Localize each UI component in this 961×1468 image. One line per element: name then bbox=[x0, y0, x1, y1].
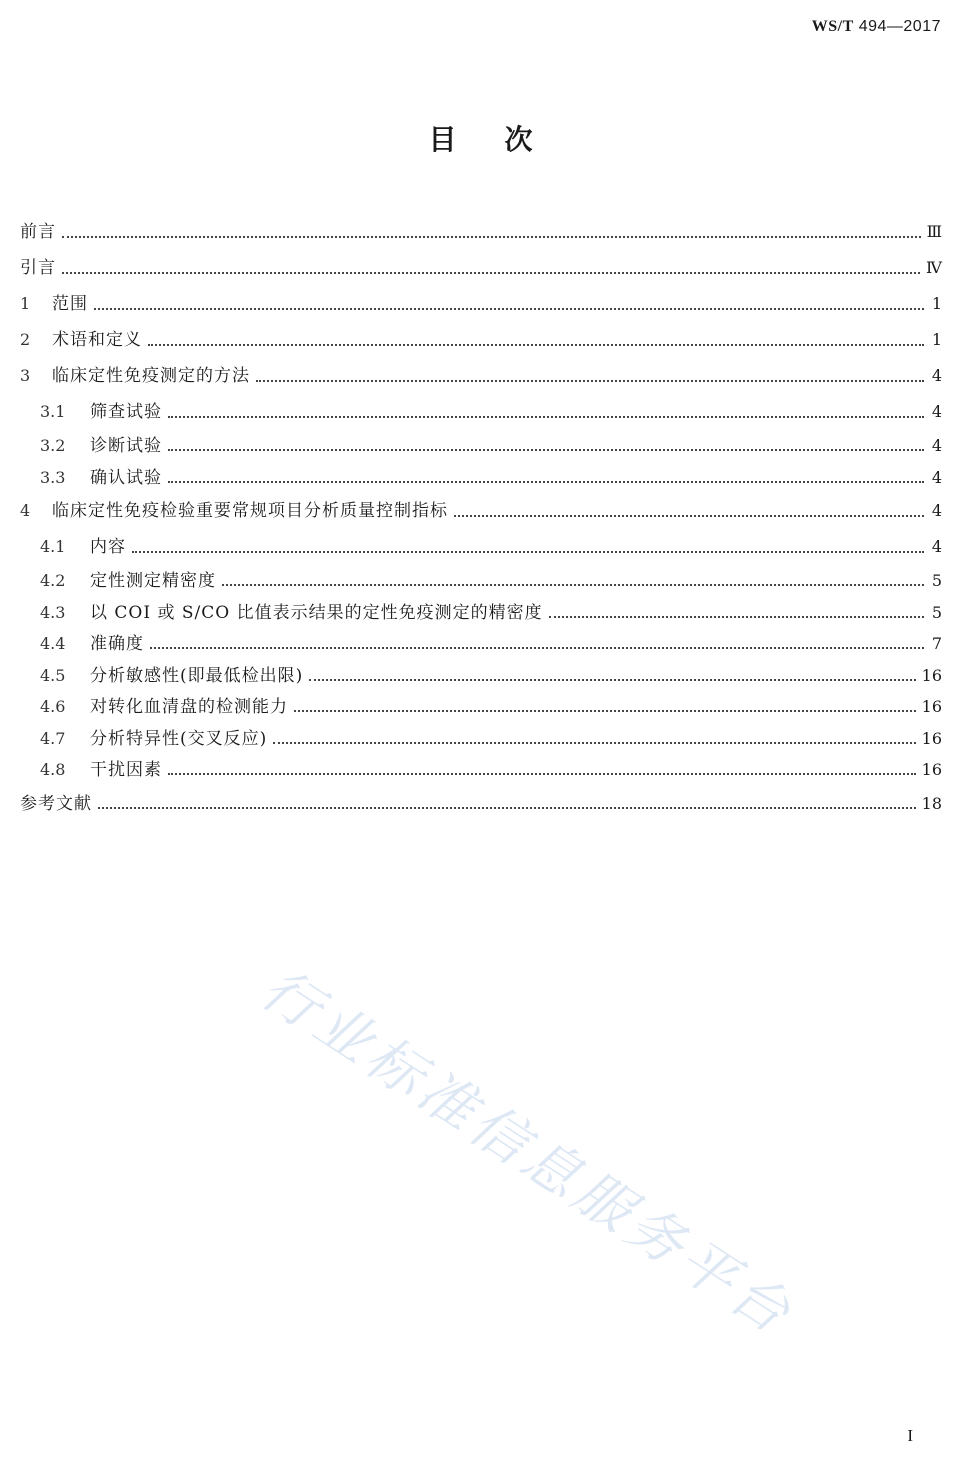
toc-entry-label: 范围 bbox=[52, 294, 88, 314]
toc-entry[interactable] bbox=[20, 394, 942, 430]
toc-entry-label: 准确度 bbox=[90, 634, 144, 654]
toc-entry-page: 4 bbox=[931, 501, 942, 520]
toc-entry-number: 4.2 bbox=[40, 571, 66, 590]
toc-leader-dots bbox=[62, 271, 920, 274]
toc-leader-dots bbox=[273, 741, 915, 744]
toc-entry-label: 对转化血清盘的检测能力 bbox=[90, 697, 288, 717]
toc-leader-dots bbox=[94, 307, 924, 310]
toc-leader-dots bbox=[168, 448, 924, 451]
toc-entry[interactable] bbox=[20, 754, 942, 786]
toc-entry[interactable] bbox=[20, 358, 942, 394]
toc-entry-label: 筛查试验 bbox=[90, 402, 162, 422]
toc-entry[interactable] bbox=[20, 786, 942, 822]
toc-entry-page: 1 bbox=[931, 330, 942, 349]
toc-entry-number: 3.2 bbox=[40, 436, 66, 455]
toc-leader-dots bbox=[454, 514, 924, 517]
doc-code-prefix: WS/T bbox=[811, 18, 854, 35]
toc-entry-number: 4.3 bbox=[40, 602, 66, 622]
toc-entry-number: 4.1 bbox=[40, 537, 66, 556]
toc-entry-label: 术语和定义 bbox=[52, 330, 142, 350]
toc-entry-label: 引言 bbox=[20, 258, 56, 278]
toc-entry-page: 5 bbox=[931, 602, 942, 622]
toc-entry-number: 3.1 bbox=[40, 402, 66, 421]
toc-leader-dots bbox=[222, 583, 924, 586]
toc-entry-number: 4.6 bbox=[40, 697, 66, 716]
toc-entry-number: 4.4 bbox=[40, 634, 66, 653]
toc-entry-page: 16 bbox=[921, 728, 942, 748]
toc-entry[interactable] bbox=[20, 529, 942, 565]
toc-entry-number: 4 bbox=[20, 501, 31, 520]
toc-entry[interactable] bbox=[20, 250, 942, 286]
toc-leader-dots bbox=[256, 379, 924, 382]
toc-entry-page: 5 bbox=[931, 571, 942, 590]
toc-entry-page: 4 bbox=[931, 366, 942, 385]
watermark: 行业标准信息服务平台 bbox=[249, 956, 806, 1349]
toc-entry-label: 临床定性免疫测定的方法 bbox=[52, 366, 250, 386]
toc-entry-page: 4 bbox=[931, 436, 942, 455]
toc-entry-label: 以 COI 或 S/CO 比值表示结果的定性免疫测定的精密度 bbox=[90, 602, 543, 623]
toc-entry-number: 3 bbox=[20, 366, 31, 385]
toc-entry-number: 4.8 bbox=[40, 760, 66, 779]
toc-leader-dots bbox=[309, 678, 915, 681]
toc-entry-label: 分析敏感性(即最低检出限) bbox=[90, 665, 304, 686]
toc-entry-label: 内容 bbox=[90, 537, 126, 557]
toc-entry-page: 16 bbox=[921, 760, 942, 779]
doc-code-number: 494—2017 bbox=[858, 18, 941, 35]
toc-entry[interactable] bbox=[20, 286, 942, 322]
toc-entry[interactable] bbox=[20, 628, 942, 660]
toc-entry[interactable] bbox=[20, 660, 942, 692]
toc-entry-page: 1 bbox=[931, 294, 942, 313]
document-code bbox=[812, 18, 941, 36]
toc-entry[interactable] bbox=[20, 597, 942, 629]
toc-leader-dots bbox=[98, 806, 916, 809]
table-of-contents bbox=[20, 214, 942, 822]
toc-leader-dots bbox=[150, 646, 924, 649]
toc-entry-label: 临床定性免疫检验重要常规项目分析质量控制指标 bbox=[52, 501, 448, 521]
toc-entry-page: 7 bbox=[931, 634, 942, 653]
toc-leader-dots bbox=[132, 550, 924, 553]
toc-entry[interactable] bbox=[20, 723, 942, 755]
toc-leader-dots bbox=[549, 615, 924, 618]
toc-entry-number: 4.5 bbox=[40, 665, 66, 685]
toc-entry-label: 确认试验 bbox=[90, 467, 162, 488]
toc-entry[interactable] bbox=[20, 691, 942, 723]
toc-entry-page: 16 bbox=[921, 697, 942, 716]
toc-entry-label: 前言 bbox=[20, 222, 56, 242]
toc-entry-label: 分析特异性(交叉反应) bbox=[90, 728, 268, 749]
toc-entry-label: 干扰因素 bbox=[90, 760, 162, 780]
toc-leader-dots bbox=[294, 709, 916, 712]
toc-entry-page: 18 bbox=[921, 793, 942, 813]
toc-entry-page: Ⅳ bbox=[926, 258, 942, 277]
toc-entry-page: 4 bbox=[931, 402, 942, 421]
toc-entry-number: 4.7 bbox=[40, 728, 66, 748]
toc-entry-label: 参考文献 bbox=[20, 793, 92, 814]
toc-leader-dots bbox=[62, 235, 921, 238]
page-number: I bbox=[907, 1426, 913, 1445]
page-title: 目次 bbox=[428, 123, 581, 156]
toc-entry-number: 2 bbox=[20, 330, 31, 349]
toc-entry[interactable] bbox=[20, 565, 942, 597]
toc-entry-page: 4 bbox=[931, 467, 942, 487]
toc-leader-dots bbox=[168, 772, 916, 775]
toc-entry[interactable] bbox=[20, 493, 942, 529]
toc-entry[interactable] bbox=[20, 214, 942, 250]
toc-entry-label: 诊断试验 bbox=[90, 436, 162, 456]
toc-entry-page: 4 bbox=[931, 537, 942, 556]
toc-leader-dots bbox=[168, 480, 924, 483]
toc-leader-dots bbox=[148, 343, 924, 346]
toc-entry[interactable] bbox=[20, 462, 942, 494]
toc-entry-label: 定性测定精密度 bbox=[90, 571, 216, 591]
toc-entry-page: 16 bbox=[921, 665, 942, 685]
toc-entry[interactable] bbox=[20, 322, 942, 358]
toc-leader-dots bbox=[168, 415, 924, 418]
toc-entry-page: Ⅲ bbox=[926, 222, 942, 241]
toc-entry-number: 3.3 bbox=[40, 467, 66, 487]
toc-entry[interactable] bbox=[20, 430, 942, 462]
toc-entry-number: 1 bbox=[20, 294, 31, 313]
